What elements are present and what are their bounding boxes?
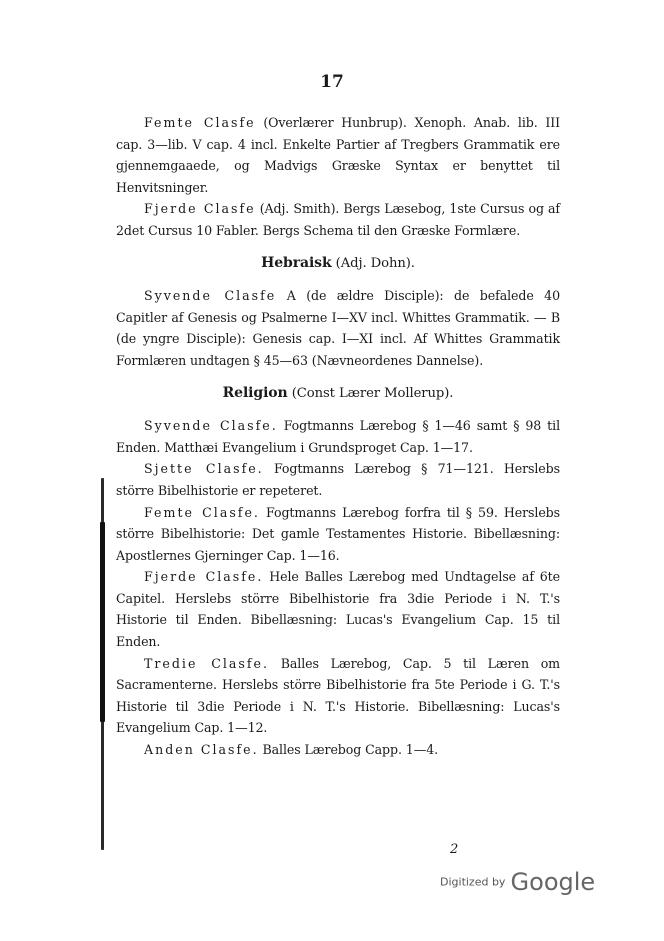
watermark-brand: Google xyxy=(510,868,596,896)
class-name: Syvende Clasfe xyxy=(144,288,277,304)
class-name: Fjerde Clasfe. xyxy=(144,569,264,585)
class-curriculum: (Overlærer Hunbrup). Xenoph. Anab. lib. III cap. 3—lib. V cap. 4 incl. Enkelte Partier af Tregbers Grammatik ere gjennemgaaede, og Madvigs Græske Syntax er benyttet til Henvitsninger. xyxy=(116,115,560,195)
class-paragraph xyxy=(116,739,560,761)
section-heading-word: Religion xyxy=(222,384,288,401)
digitized-by-google-watermark xyxy=(440,868,595,896)
class-curriculum: Fogtmanns Lærebog § 1—46 samt § 98 til Enden. Matthæi Evangelium i Grundsproget Cap. 1—17. xyxy=(116,418,560,455)
body-text xyxy=(116,112,560,761)
section-heading xyxy=(116,383,560,405)
class-name: Femte Clasfe. xyxy=(144,504,260,520)
section-heading-word: Hebraisk xyxy=(261,254,332,271)
class-name: Femte Clasfe xyxy=(144,115,256,130)
class-paragraph xyxy=(116,198,560,241)
class-curriculum: Balles Lærebog, Cap. 5 til Læren om Sacramenterne. Herslebs större Bibelhistorie fra 5te Periode i G. T.'s Historie til 3die Periode i N. T.'s Historie. Bibellæsning: Lucas's Evangelium Cap. 1—12. xyxy=(116,655,561,736)
class-paragraph xyxy=(116,285,560,371)
margin-annotation-line-thick xyxy=(100,522,105,722)
watermark-prefix: Digitized by xyxy=(440,875,506,889)
class-paragraph xyxy=(116,502,560,567)
page-number: 17 xyxy=(320,72,344,92)
class-curriculum: Hele Balles Lærebog med Undtagelse af 6te Capitel. Herslebs större Bibelhistorie fra 3die Periode i N. T.'s Historie til Enden. Bibellæsning: Lucas's Evangelium Cap. 15 til Enden. xyxy=(116,569,560,650)
class-name: Syvende Clasfe. xyxy=(144,418,278,434)
section-heading-teacher: (Const Lærer Mollerup). xyxy=(287,385,454,401)
class-name: Anden Clasfe. xyxy=(144,742,259,758)
class-curriculum: (Adj. Smith). Bergs Læsebog, 1ste Cursus og af 2det Cursus 10 Fabler. Bergs Schema til den Græske Formlære. xyxy=(116,201,560,238)
class-curriculum: Fogtmanns Lærebog § 71—121. Herslebs större Bibelhistorie er repeteret. xyxy=(116,461,560,498)
class-name: Fjerde Clasfe xyxy=(144,201,256,217)
class-name: Sjette Clasfe. xyxy=(144,461,264,477)
class-paragraph xyxy=(116,415,560,458)
class-curriculum: Fogtmanns Lærebog forfra til § 59. Herslebs större Bibelhistorie: Det gamle Testamentes Historie. Bibellæsning: Apostlernes Gjerninger Cap. 1—16. xyxy=(116,504,560,563)
section-heading xyxy=(116,253,560,275)
class-paragraph xyxy=(116,112,560,198)
signature-mark: 2 xyxy=(450,842,459,857)
class-paragraph xyxy=(116,566,560,652)
class-curriculum: A (de ældre Disciple): de befalede 40 Capitler af Genesis og Psalmerne I—XV incl. Whittes Grammatik. — B (de yngre Disciple): Genesis cap. I—XI incl. Af Whittes Grammatik Formlæren undtagen § 45—63 (Nævneordenes Dannelse). xyxy=(116,288,560,368)
section-heading-teacher: (Adj. Dohn). xyxy=(331,255,415,271)
class-curriculum: Balles Lærebog Capp. 1—4. xyxy=(258,742,439,758)
class-name: Tredie Clasfe. xyxy=(144,655,270,671)
class-paragraph xyxy=(116,653,560,739)
class-paragraph xyxy=(116,458,560,501)
